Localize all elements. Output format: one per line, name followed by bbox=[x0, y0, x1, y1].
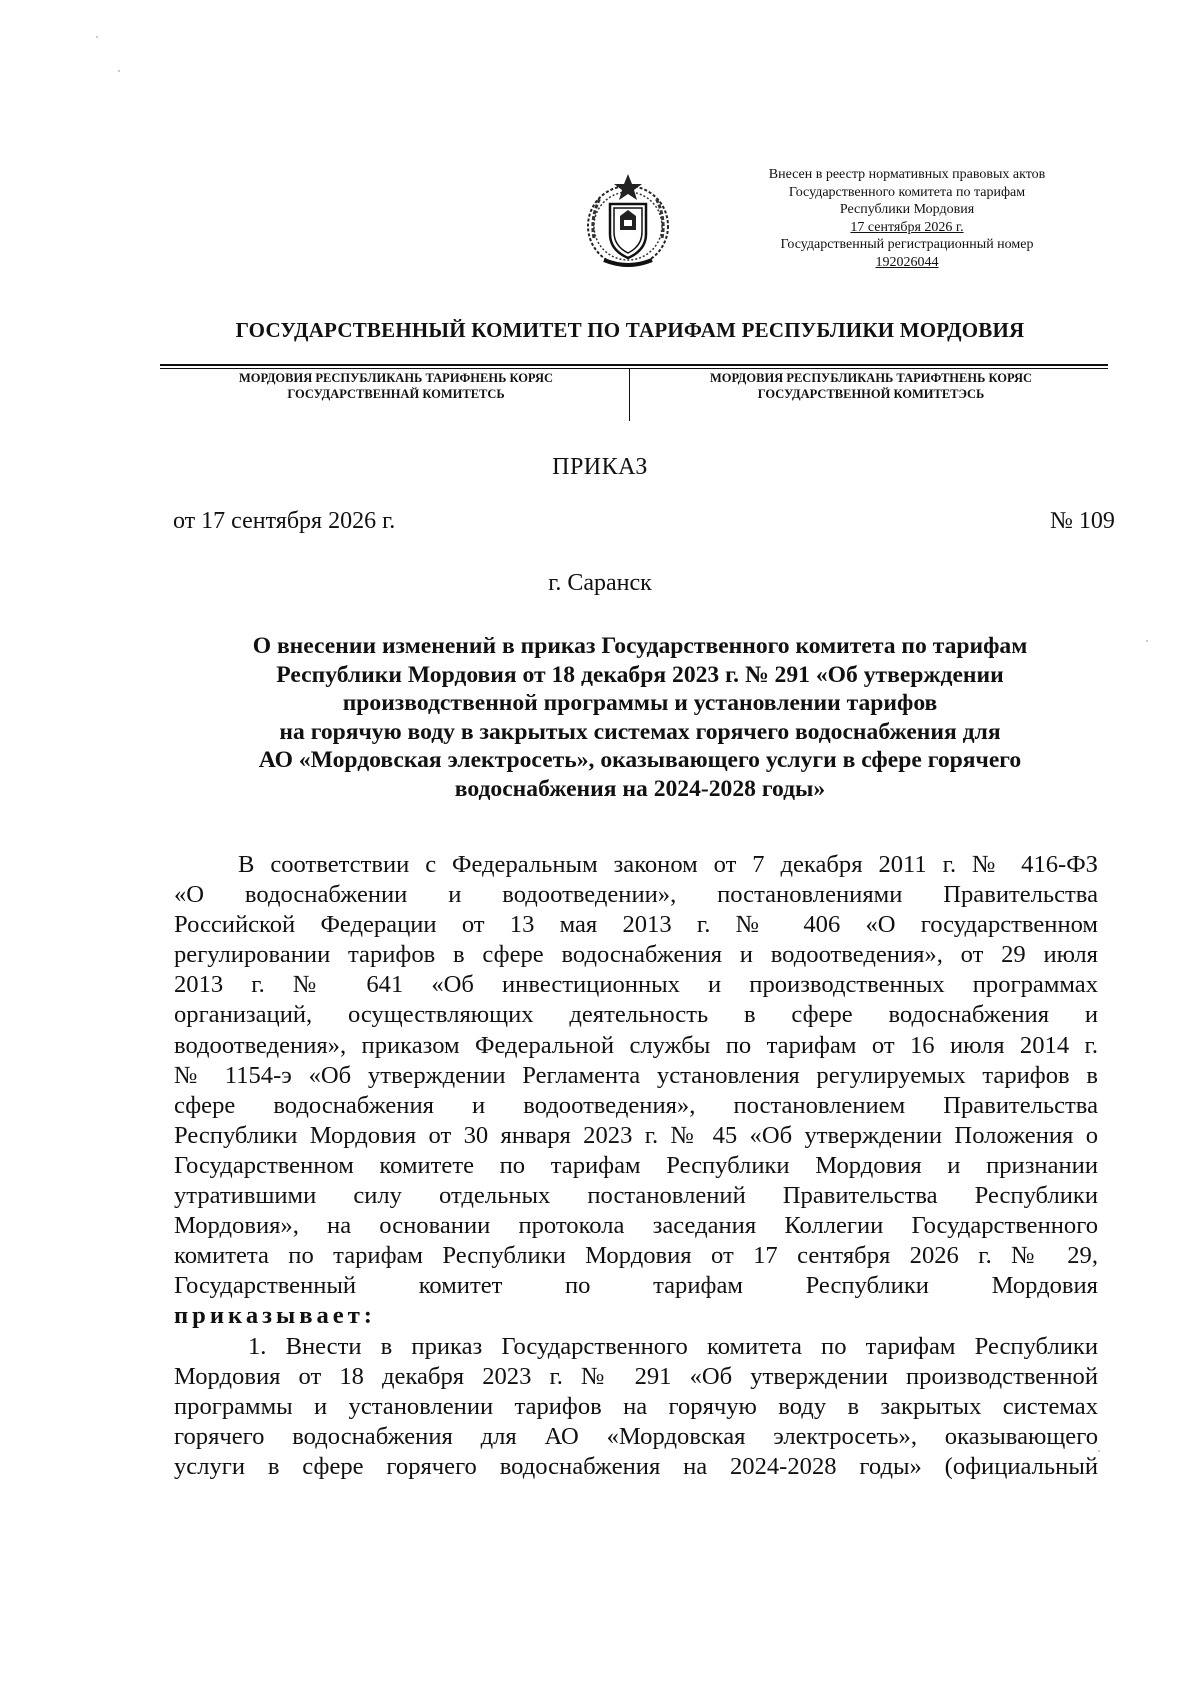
order-body bbox=[174, 850, 1098, 1482]
registry-line: Государственный регистрационный номер bbox=[780, 237, 1034, 253]
order-title: ПРИКАЗ bbox=[552, 454, 648, 480]
order-number: № 109 bbox=[1050, 508, 1115, 534]
registry-line: Внесен в реестр нормативных правовых актов bbox=[768, 167, 1046, 182]
order-date: от 17 сентября 2026 г. bbox=[173, 508, 396, 534]
body-line: горячего водоснабжения для АО «Мордовская электросеть», оказывающего bbox=[174, 1422, 1098, 1450]
coat-of-arms-emblem bbox=[580, 168, 676, 278]
subject-line: водоснабжения на 2024-2028 годы» bbox=[454, 775, 826, 802]
erzya-name bbox=[636, 370, 1106, 402]
committee-title: ГОСУДАРСТВЕННЫЙ КОМИТЕТ ПО ТАРИФАМ РЕСПУБЛИКИ МОРДОВИЯ bbox=[235, 318, 1025, 342]
subject-line: О внесении изменений в приказ Государственного комитета по тарифам bbox=[252, 633, 1028, 659]
header-rule-thin bbox=[160, 368, 1108, 369]
header-rule bbox=[160, 364, 1108, 366]
body-line: Российской Федерации от 13 мая 2013 г. № 406 «О государственном bbox=[174, 911, 1098, 939]
registry-line: Государственного комитета по тарифам bbox=[788, 184, 1026, 200]
body-line: № 1154-э «Об утверждении Регламента установления регулируемых тарифов в bbox=[174, 1061, 1098, 1089]
order-subject bbox=[180, 632, 1100, 804]
body-line: «О водоснабжении и водоотведении», постановлениями Правительства bbox=[174, 881, 1098, 909]
body-line: комитета по тарифам Республики Мордовия от 17 сентября 2026 г. № 29, bbox=[174, 1242, 1098, 1270]
registry-number: 192026044 bbox=[875, 254, 939, 270]
registry-line: Республики Мордовия bbox=[839, 202, 975, 218]
subject-line: производственной программы и установлении тарифов bbox=[342, 690, 938, 717]
body-line: Мордовия», на основании протокола заседания Коллегии Государственного bbox=[174, 1212, 1098, 1240]
body-line: Государственный комитет по тарифам Республики Мордовия bbox=[174, 1272, 1098, 1300]
registry-date: 17 сентября 2026 г. bbox=[850, 219, 964, 235]
subject-line: Республики Мордовия от 18 декабря 2023 г. № 291 «Об утверждении bbox=[276, 661, 1004, 688]
body-line: регулировании тарифов в сфере водоснабжения и водоотведения», от 29 июля bbox=[174, 941, 1098, 969]
moksha-name-line: МОРДОВИЯ РЕСПУБЛИКАНЬ ТАРИФНЕНЬ КОРЯС bbox=[239, 371, 553, 385]
scan-speck bbox=[118, 70, 120, 72]
scan-speck bbox=[1146, 640, 1148, 642]
body-line: программы и установлении тарифов на горячую воду в закрытых системах bbox=[174, 1392, 1098, 1420]
body-line: водоотведения», приказом Федеральной службы по тарифам от 16 июля 2014 г. bbox=[174, 1031, 1098, 1059]
body-line: 2013 г. № 641 «Об инвестиционных и производственных программах bbox=[174, 971, 1098, 999]
erzya-name-line: ГОСУДАРСТВЕННОЙ КОМИТЕТЭСЬ bbox=[757, 387, 985, 401]
order-city: г. Саранск bbox=[548, 570, 652, 596]
orders-word: приказывает: bbox=[174, 1302, 376, 1330]
body-line: Мордовия от 18 декабря 2023 г. № 291 «Об утверждении производственной bbox=[174, 1362, 1098, 1390]
body-line: утратившими силу отдельных постановлений Правительства Республики bbox=[174, 1182, 1098, 1210]
body-line: услуги в сфере горячего водоснабжения на 2024-2028 годы» (официальный bbox=[174, 1452, 1098, 1480]
moksha-name bbox=[170, 370, 622, 402]
subject-line: АО «Мордовская электросеть», оказывающего услуги в сфере горячего bbox=[258, 747, 1022, 774]
body-line: В соответствии с Федеральным законом от 7 декабря 2011 г. № 416-ФЗ bbox=[238, 851, 1098, 878]
scan-speck bbox=[1098, 1450, 1100, 1452]
body-line: сфере водоснабжения и водоотведения», постановлением Правительства bbox=[174, 1091, 1098, 1119]
body-line: организаций, осуществляющих деятельность в сфере водоснабжения и bbox=[174, 1001, 1098, 1029]
registry-stamp bbox=[742, 166, 1072, 272]
moksha-name-line: ГОСУДАРСТВЕННАЙ КОМИТЕТСЬ bbox=[287, 387, 505, 401]
header-divider bbox=[629, 369, 630, 421]
scan-speck bbox=[96, 36, 98, 38]
erzya-name-line: МОРДОВИЯ РЕСПУБЛИКАНЬ ТАРИФТНЕНЬ КОРЯС bbox=[709, 371, 1033, 385]
subject-line: на горячую воду в закрытых системах горячего водоснабжения для bbox=[279, 718, 1001, 745]
body-line: Государственном комитете по тарифам Республики Мордовия и признании bbox=[174, 1151, 1098, 1179]
body-line: 1. Внести в приказ Государственного комитета по тарифам Республики bbox=[248, 1332, 1098, 1360]
body-line: Республики Мордовия от 30 января 2023 г. № 45 «Об утверждении Положения о bbox=[174, 1121, 1098, 1149]
